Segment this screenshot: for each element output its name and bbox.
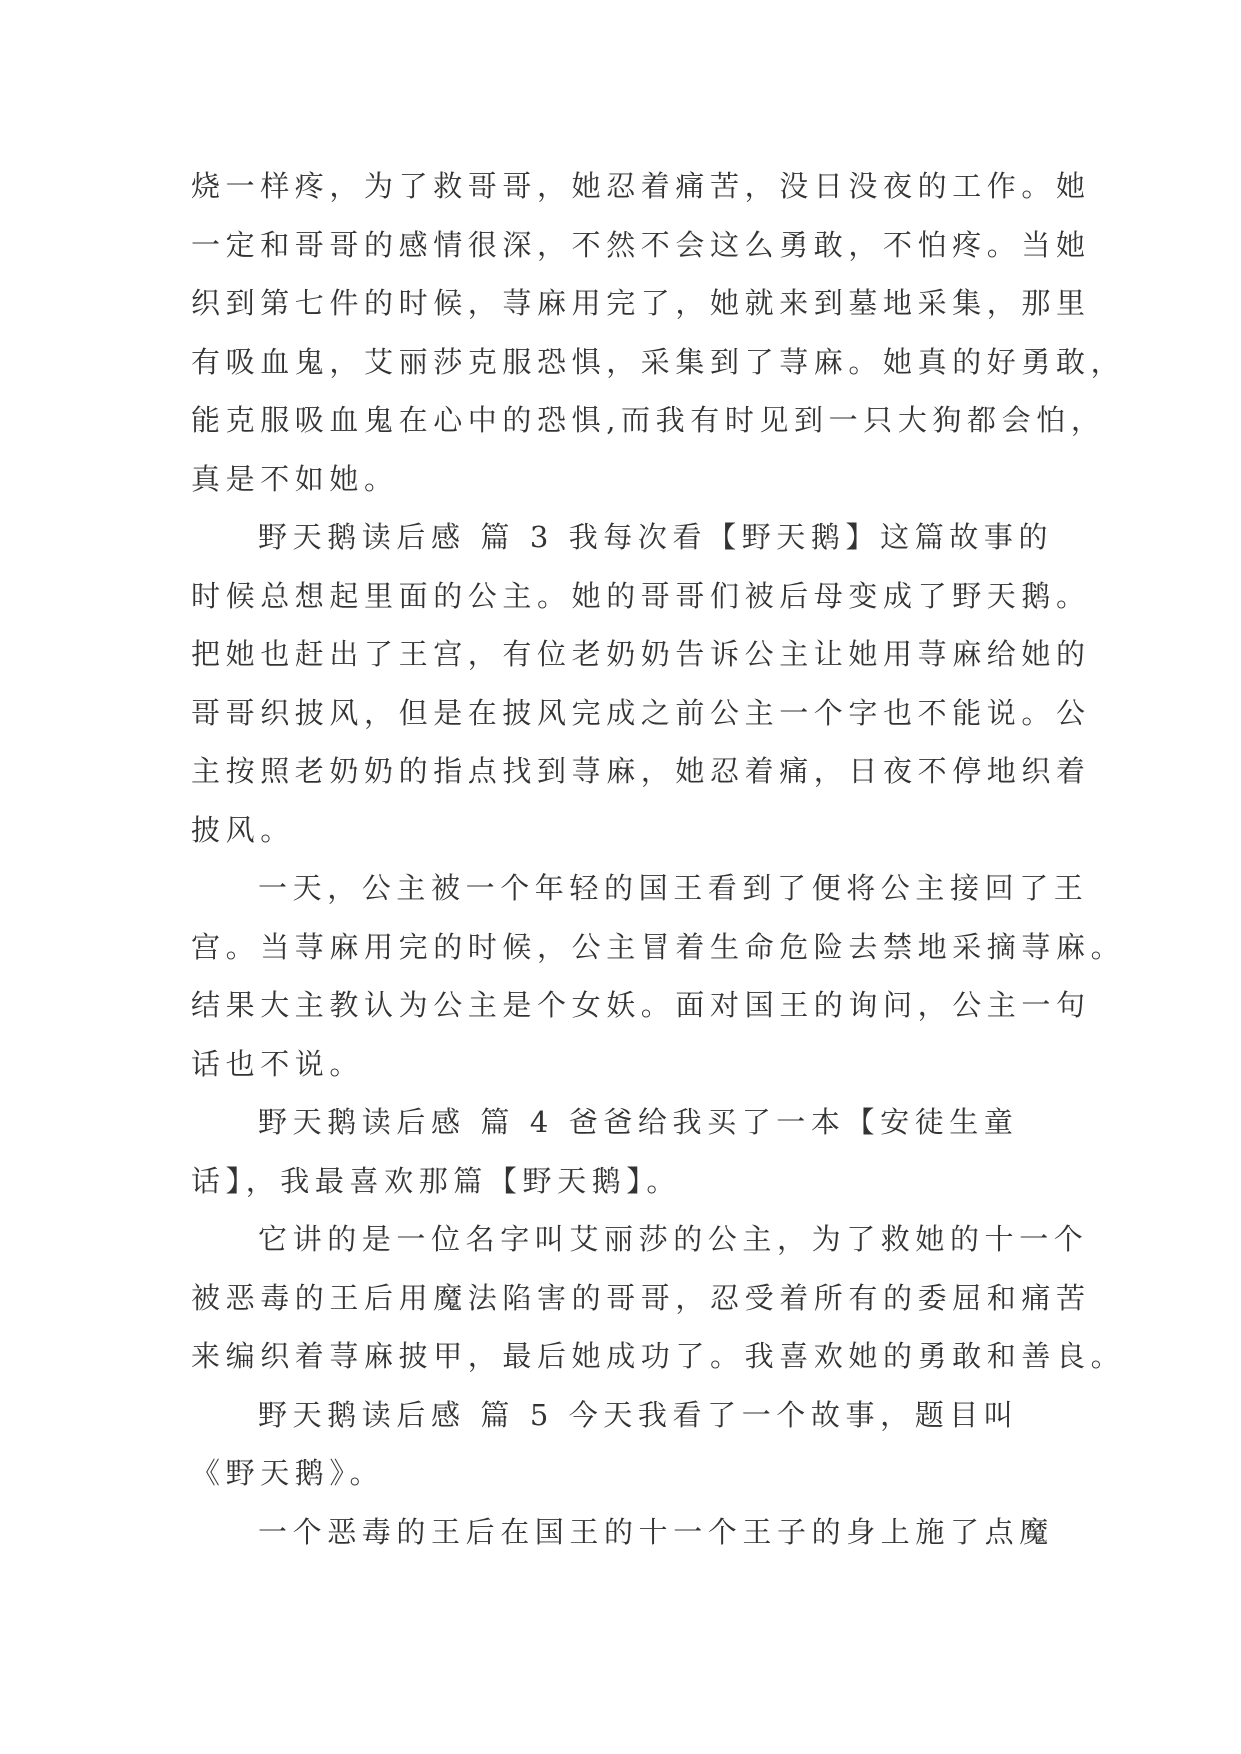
text-line: 野天鹅读后感 篇 5 今天我看了一个故事，题目叫	[258, 1397, 1019, 1432]
text-line: 来编织着荨麻披甲，最后她成功了。我喜欢她的勇敢和善良。	[191, 1339, 1126, 1373]
text-line: 宫。当荨麻用完的时候，公主冒着生命危险去禁地采摘荨麻。	[191, 929, 1126, 964]
text-line: 一天，公主被一个年轻的国王看到了便将公主接回了王	[258, 871, 1089, 905]
text-line: 《野天鹅》。	[191, 1456, 385, 1490]
text-line: 野天鹅读后感 篇 4 爸爸给我买了一本【安徒生童	[258, 1105, 1019, 1139]
text-line: 一个恶毒的王后在国王的十一个王子的身上施了点魔	[258, 1514, 1054, 1549]
text-line: 织到第七件的时候，荨麻用完了，她就来到墓地采集，那里	[191, 286, 1091, 320]
text-line: 被恶毒的王后用魔法陷害的哥哥，忍受着所有的委屈和痛苦	[191, 1280, 1091, 1315]
text-line: 烧一样疼，为了救哥哥，她忍着痛苦，没日没夜的工作。她	[191, 169, 1091, 203]
text-line: 时候总想起里面的公主。她的哥哥们被后母变成了野天鹅。	[191, 578, 1091, 613]
text-line: 主按照老奶奶的指点找到荨麻，她忍着痛，日夜不停地织着	[191, 754, 1091, 788]
text-line: 话也不说。	[191, 1046, 365, 1081]
text-line: 把她也赶出了王宫，有位老奶奶告诉公主让她用荨麻给她的	[191, 637, 1091, 671]
text-line: 话】，我最喜欢那篇【野天鹅】。	[191, 1163, 682, 1198]
text-line: 一定和哥哥的感情很深，不然不会这么勇敢，不怕疼。当她	[191, 227, 1091, 262]
text-line: 它讲的是一位名字叫艾丽莎的公主，为了救她的十一个	[258, 1222, 1089, 1256]
text-line: 结果大主教认为公主是个女妖。面对国王的询问，公主一句	[191, 988, 1091, 1022]
document-body	[191, 157, 1126, 1561]
text-line: 有吸血鬼，艾丽莎克服恐惧，采集到了荨麻。她真的好勇敢，	[191, 344, 1126, 379]
text-line: 野天鹅读后感 篇 3 我每次看【野天鹅】这篇故事的	[258, 520, 1054, 554]
text-line: 披风。	[191, 812, 295, 847]
text-line: 哥哥织披风，但是在披风完成之前公主一个字也不能说。公	[191, 695, 1091, 730]
text-line: 能克服吸血鬼在心中的恐惧,而我有时见到一只大狗都会怕，	[191, 403, 1106, 437]
text-line: 真是不如她。	[191, 461, 399, 496]
